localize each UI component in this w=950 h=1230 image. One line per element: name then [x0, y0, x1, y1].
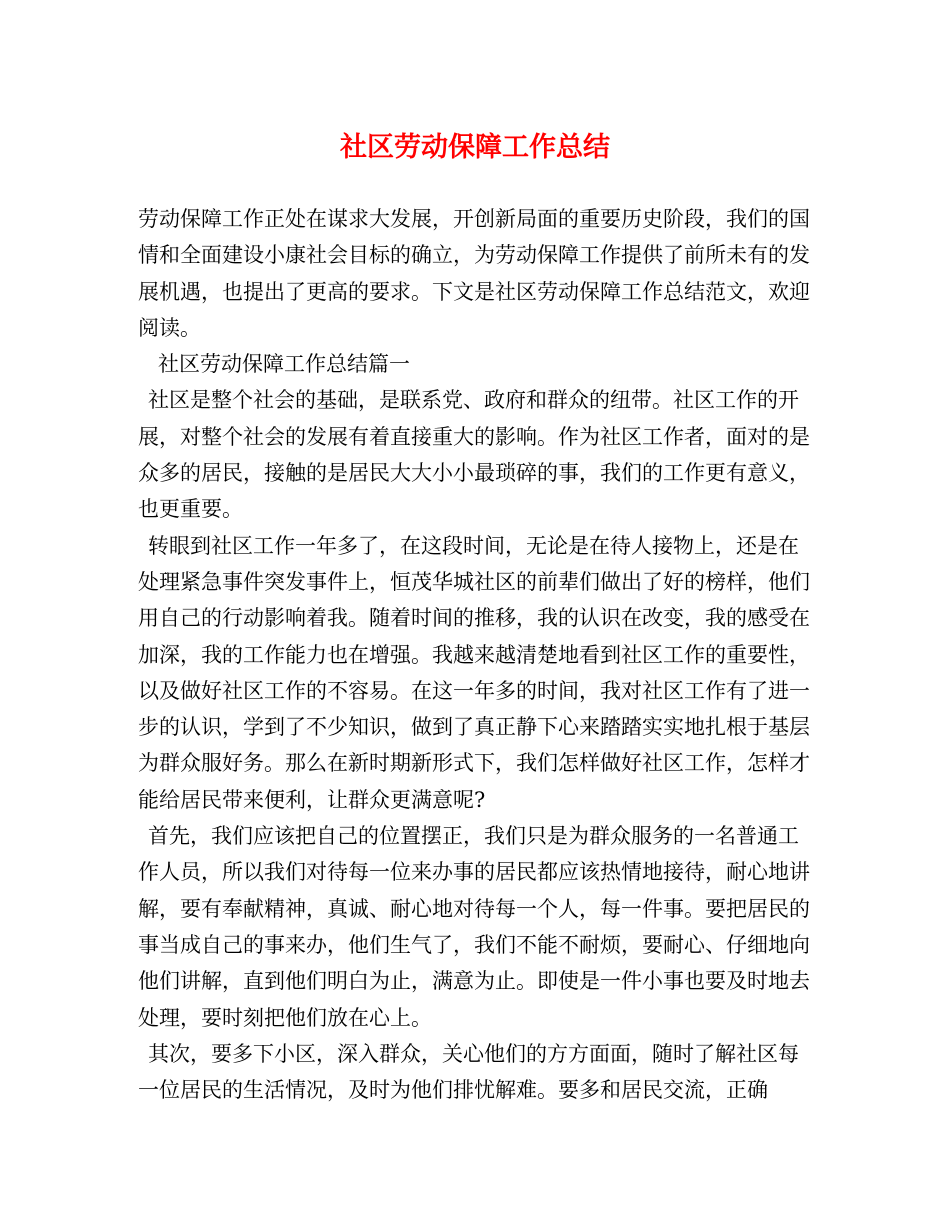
section-heading: 社区劳动保障工作总结篇一: [158, 352, 410, 377]
body-paragraph-1: 社区是整个社会的基础，是联系党、政府和群众的纽带。社区工作的开展，对整个社会的发展有着直接重大的影响。作为社区工作者，面对的是众多的居民，接触的是居民大大小小最琐碎的事，我们的工作更有意义，也更重要。: [138, 388, 810, 522]
body-paragraph-4: 其次，要多下小区，深入群众，关心他们的方方面面，随时了解社区每一位居民的生活情况，及时为他们排忧解难。要多和居民交流，正确: [138, 1041, 799, 1103]
intro-paragraph: 劳动保障工作正处在谋求大发展，开创新局面的重要历史阶段，我们的国情和全面建设小康社会目标的确立，为劳动保障工作提供了前所未有的发展机遇，也提出了更高的要求。下文是社区劳动保障工作总结范文，欢迎阅读。: [138, 207, 810, 340]
document-body: [138, 201, 814, 1108]
document-title: 社区劳动保障工作总结: [340, 132, 610, 163]
body-paragraph-2: 转眼到社区工作一年多了，在这段时间，无论是在待人接物上，还是在处理紧急事件突发事件上，恒茂华城社区的前辈们做出了好的榜样，他们用自己的行动影响着我。随着时间的推移，我的认识在改变，我的感受在加深，我的工作能力也在增强。我越来越清楚地看到社区工作的重要性，以及做好社区工作的不容易。在这一年多的时间，我对社区工作有了进一步的认识，学到了不少知识，做到了真正静下心来踏踏实实地扎根于基层为群众服好务。那么在新时期新形式下，我们怎样做好社区工作，怎样才能给居民带来便利，让群众更满意呢?: [138, 533, 810, 812]
body-paragraph-3: 首先，我们应该把自己的位置摆正，我们只是为群众服务的一名普通工作人员，所以我们对待每一位来办事的居民都应该热情地接待，耐心地讲解，要有奉献精神，真诚、耐心地对待每一个人，每一件事。要把居民的事当成自己的事来办，他们生气了，我们不能不耐烦，要耐心、仔细地向他们讲解，直到他们明白为止，满意为止。即使是一件小事也要及时地去处理，要时刻把他们放在心上。: [138, 824, 810, 1030]
